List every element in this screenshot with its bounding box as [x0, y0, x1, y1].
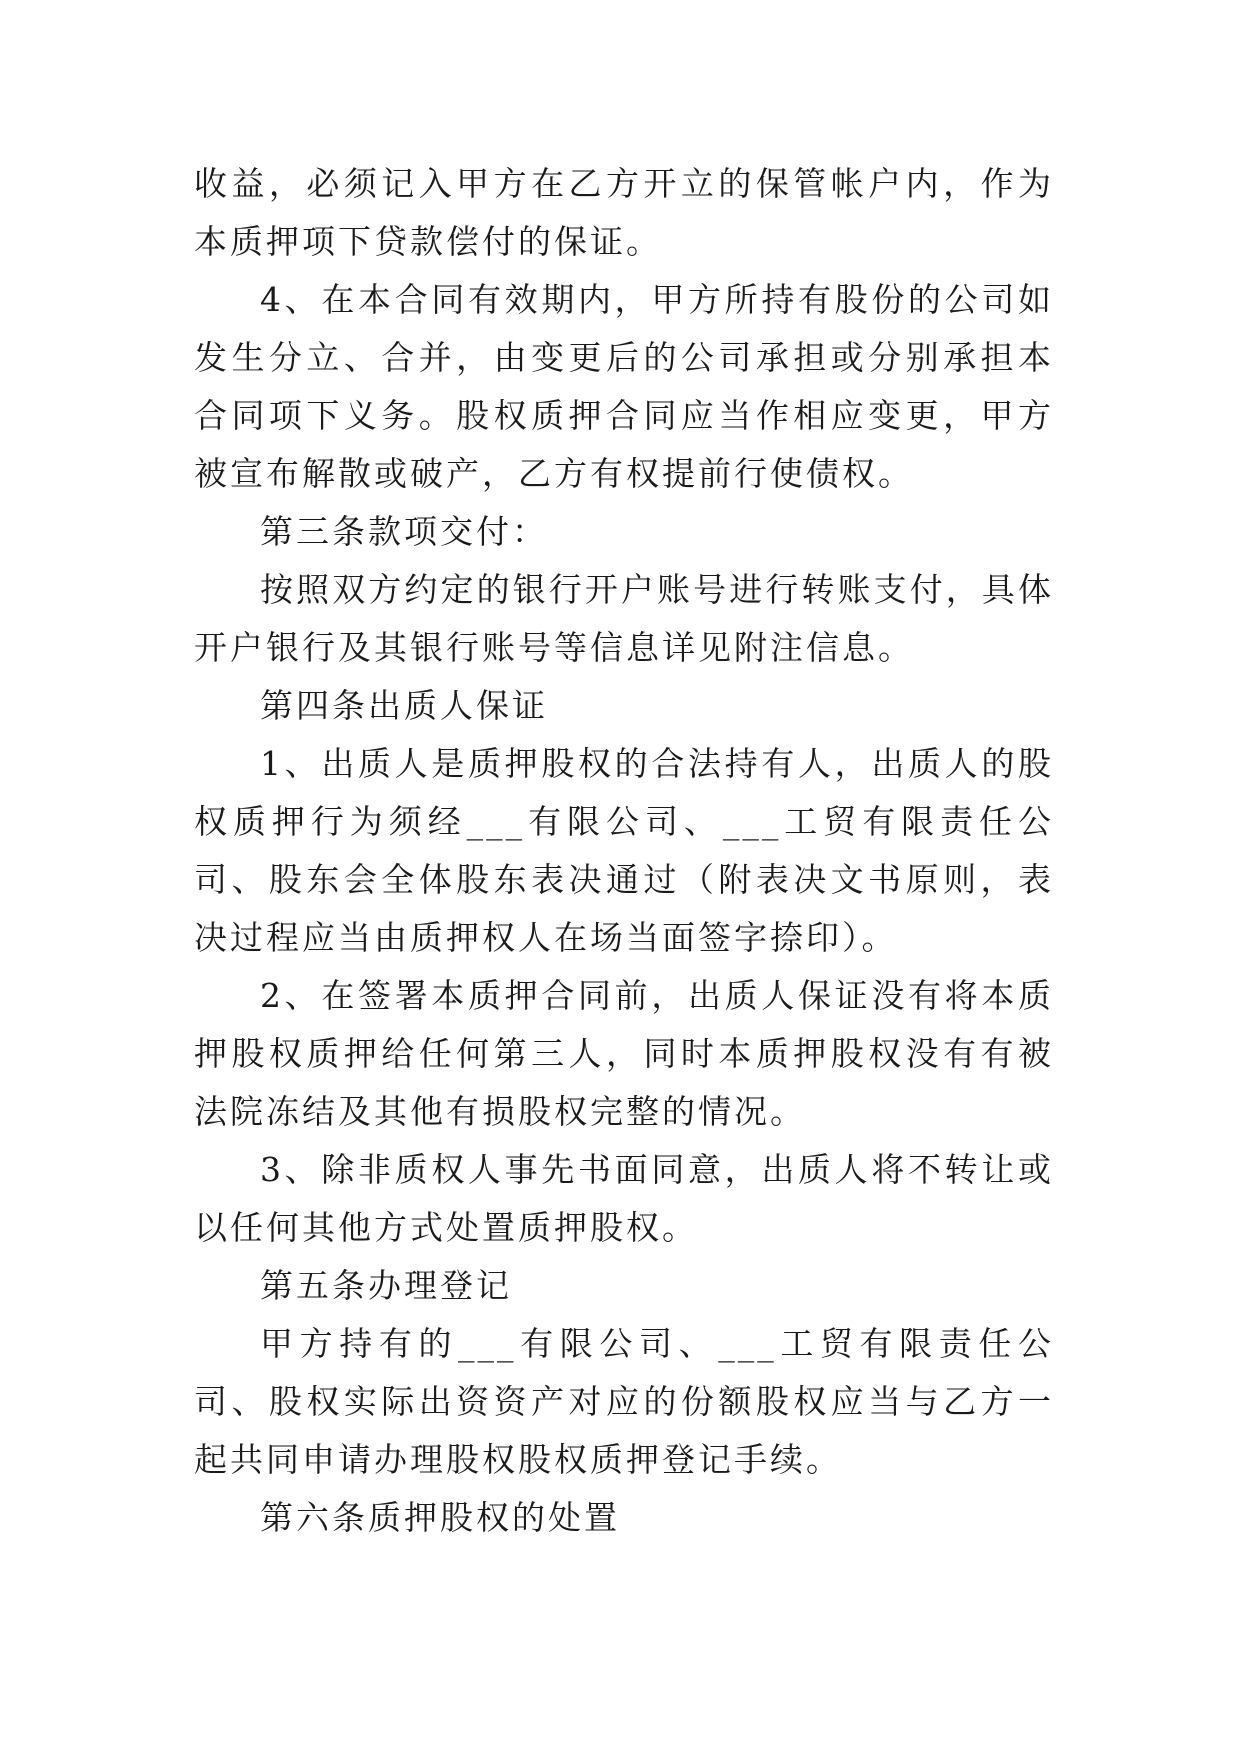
article-5-body: 甲方持有的___有限公司、___工贸有限责任公司、股权实际出资资产对应的份额股权应当与乙方一起共同申请办理股权股权质押登记手续。	[194, 1324, 1054, 1479]
paragraph-item-4: 4、在本合同有效期内，甲方所持有股份的公司如发生分立、合并，由变更后的公司承担或分别承担本合同项下义务。股权质押合同应当作相应变更，甲方被宣布解散或破产，乙方有权提前行使债权。	[194, 280, 1054, 493]
article-4-item-1: 1、出质人是质押股权的合法持有人，出质人的股权质押行为须经___有限公司、___工贸有限责任公司、股东会全体股东表决通过（附表决文书原则，表决过程应当由质押权人在场当面签字捺印）。	[194, 744, 1054, 957]
article-4-item-2: 2、在签署本质押合同前，出质人保证没有将本质押股权质押给任何第三人，同时本质押股权没有有被法院冻结及其他有损股权完整的情况。	[194, 976, 1054, 1131]
article-3-body: 按照双方约定的银行开户账号进行转账支付，具体开户银行及其银行账号等信息详见附注信息。	[194, 570, 1054, 667]
paragraph-continuation: 收益，必须记入甲方在乙方开立的保管帐户内，作为本质押项下贷款偿付的保证。	[194, 164, 1054, 261]
article-3-heading: 第三条款项交付：	[260, 512, 548, 551]
article-6-heading: 第六条质押股权的处置	[260, 1498, 620, 1537]
article-5-heading: 第五条办理登记	[260, 1266, 512, 1305]
article-4-heading: 第四条出质人保证	[260, 686, 548, 725]
document-body	[194, 155, 1054, 1547]
article-4-item-3: 3、除非质权人事先书面同意，出质人将不转让或以任何其他方式处置质押股权。	[194, 1150, 1054, 1247]
